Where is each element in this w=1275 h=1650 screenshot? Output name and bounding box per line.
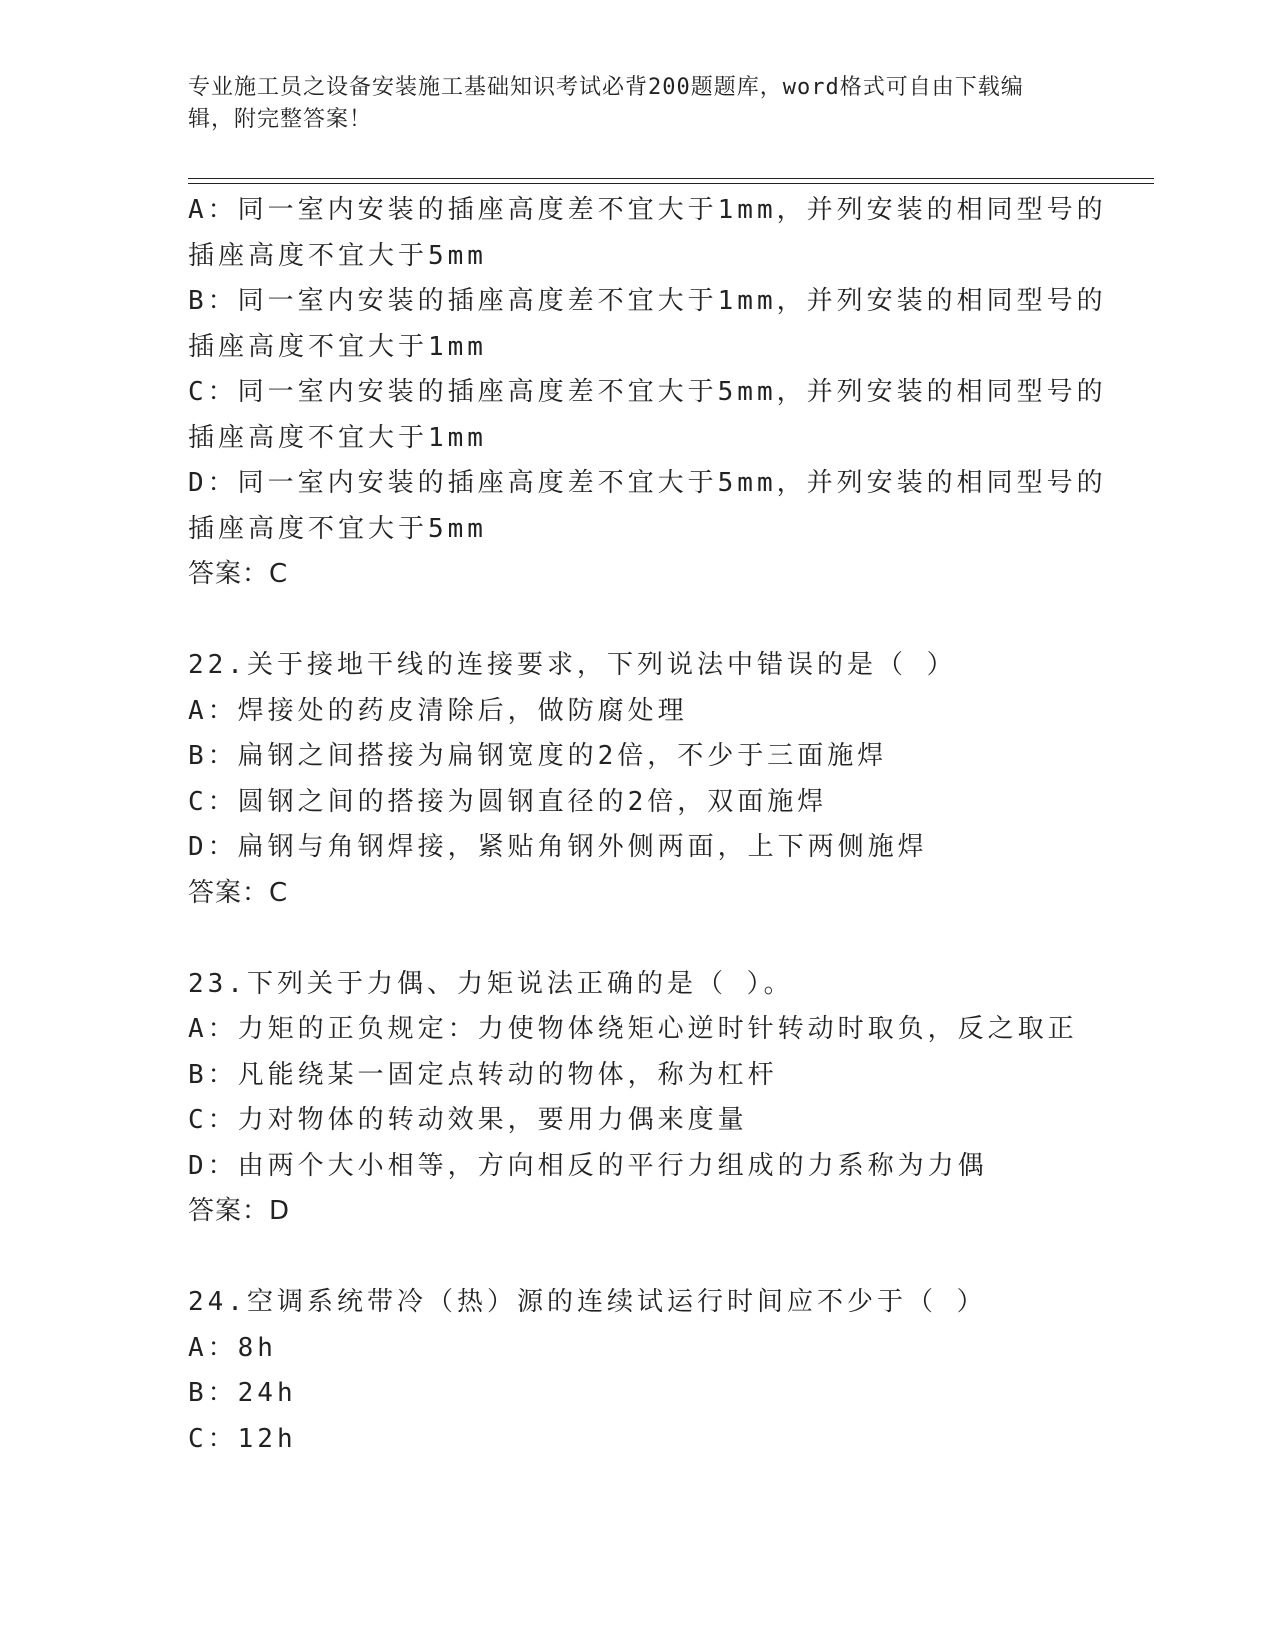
spacer [188, 598, 1088, 644]
question-21-option-a-line2: 插座高度不宜大于5mm [188, 240, 487, 271]
question-21-option-c-line2: 插座高度不宜大于1mm [188, 422, 487, 453]
question-23-option-b: B：凡能绕某一固定点转动的物体，称为杠杆 [188, 1059, 778, 1090]
question-22-option-a: A：焊接处的药皮清除后，做防腐处理 [188, 695, 688, 726]
question-23-option-d: D：由两个大小相等，方向相反的平行力组成的力系称为力偶 [188, 1150, 988, 1181]
question-21-option-c-line1: C：同一室内安装的插座高度差不宜大于5mm，并列安装的相同型号的 [188, 377, 1107, 407]
question-21-answer: 答案：C [188, 559, 289, 589]
question-21-option-d-line1: D：同一室内安装的插座高度差不宜大于5mm，并列安装的相同型号的 [188, 468, 1107, 498]
question-23 [188, 962, 1088, 1235]
question-21-options [188, 188, 1107, 598]
question-21-option-a-line1: A：同一室内安装的插座高度差不宜大于1mm，并列安装的相同型号的 [188, 195, 1107, 225]
spacer [188, 1235, 1088, 1281]
question-22 [188, 643, 1088, 916]
question-23-option-a: A：力矩的正负规定：力使物体绕矩心逆时针转动时取负，反之取正 [188, 1014, 1078, 1044]
header-divider-top [188, 178, 1154, 179]
question-content [188, 188, 1107, 1462]
question-24-option-b: B：24h [188, 1378, 297, 1408]
document-header: 专业施工员之设备安装施工基础知识考试必背200题题库，word格式可自由下载编辑，附完整答案！ [188, 75, 1024, 132]
question-21-option-b-line2: 插座高度不宜大于1mm [188, 331, 487, 362]
question-23-answer: 答案：D [188, 1196, 291, 1226]
question-22-stem: 22.关于接地干线的连接要求，下列说法中错误的是（ ） [188, 650, 957, 680]
question-21-option-d-line2: 插座高度不宜大于5mm [188, 513, 487, 544]
question-21-option-b-line1: B：同一室内安装的插座高度差不宜大于1mm，并列安装的相同型号的 [188, 286, 1107, 316]
question-22-answer: 答案：C [188, 877, 289, 908]
question-24-option-a: A：8h [188, 1332, 277, 1363]
question-24-option-c: C：12h [188, 1423, 297, 1454]
question-23-option-c: C：力对物体的转动效果，要用力偶来度量 [188, 1105, 748, 1135]
question-22-option-b: B：扁钢之间搭接为扁钢宽度的2倍，不少于三面施焊 [188, 741, 888, 771]
header-divider-bottom [188, 183, 1154, 184]
question-22-option-d: D：扁钢与角钢焊接，紧贴角钢外侧两面，上下两侧施焊 [188, 832, 928, 862]
question-24 [188, 1280, 1088, 1462]
question-24-stem: 24.空调系统带冷（热）源的连续试运行时间应不少于（ ） [188, 1287, 987, 1317]
spacer [188, 916, 1088, 962]
question-23-stem: 23.下列关于力偶、力矩说法正确的是（ ）。 [188, 968, 794, 999]
question-22-option-c: C：圆钢之间的搭接为圆钢直径的2倍，双面施焊 [188, 786, 828, 817]
